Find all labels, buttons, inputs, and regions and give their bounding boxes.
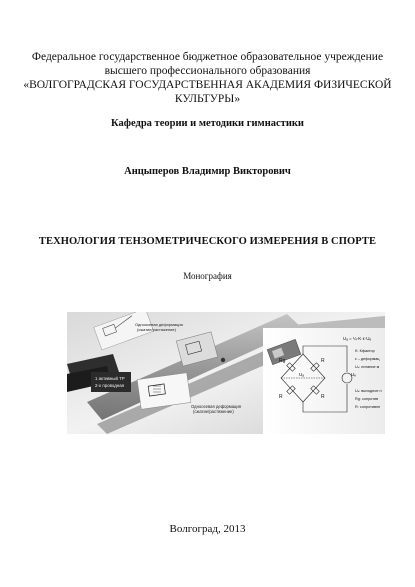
institution-line-4: КУЛЬТУРЫ» bbox=[174, 93, 241, 105]
legend-item-6: R: сопротивле bbox=[355, 405, 381, 409]
label-r2: R bbox=[279, 394, 283, 400]
formula: Uₐ = ¼·K·ε·Uₑ bbox=[343, 336, 372, 341]
label-top: Одноосевая деформация bbox=[135, 322, 183, 327]
label-top-2: (сжатие/растяжение) bbox=[137, 327, 176, 332]
institution-line-3: «ВОЛГОГРАДСКАЯ ГОСУДАРСТВЕННАЯ АКАДЕМИЯ ФИЗИЧЕСКОЙ bbox=[23, 79, 392, 91]
label-bottom-2: (сжатие/растяжение) bbox=[193, 409, 234, 414]
label-bottom-1: Одноосевая деформация bbox=[191, 404, 242, 409]
label-ua: Uₐ bbox=[299, 372, 304, 377]
label-left-2: 2-х проводная bbox=[95, 383, 125, 388]
legend-item-1: K: Кфактор bbox=[355, 349, 375, 353]
legend-item-3: Uₑ: питание м bbox=[355, 365, 380, 369]
genre-label: Монография bbox=[183, 271, 232, 281]
institution-line-2: высшего профессионального образования bbox=[104, 65, 311, 77]
circuit-panel bbox=[263, 328, 385, 434]
legend-item-4: Uₐ: выходное н bbox=[355, 389, 382, 393]
department: Кафедра теории и методики гимнастики bbox=[111, 118, 304, 129]
book-title: ТЕХНОЛОГИЯ ТЕНЗОМЕТРИЧЕСКОГО ИЗМЕРЕНИЯ В СПОРТЕ bbox=[38, 236, 377, 247]
strain-gauge-illustration bbox=[67, 312, 385, 434]
label-box-left bbox=[91, 372, 131, 392]
connector-dot bbox=[221, 358, 225, 362]
label-rg: Rg bbox=[279, 358, 286, 364]
cover-illustration bbox=[67, 312, 385, 434]
institution-line-1: Федеральное государственное бюджетное образовательное учреждение bbox=[31, 51, 384, 63]
institution-block bbox=[0, 50, 415, 106]
label-r3: R bbox=[321, 394, 325, 400]
author: Анцыперов Владимир Викторович bbox=[124, 166, 291, 177]
label-ue: Uₑ bbox=[351, 372, 356, 377]
legend-item-5: Rg: сопротив bbox=[355, 397, 379, 401]
publication-place-year: Волгоград, 2013 bbox=[169, 523, 246, 535]
legend-item-2: ε – деформац bbox=[355, 357, 380, 361]
label-left-1: 1 активный ТР bbox=[95, 376, 125, 381]
label-r1: R bbox=[321, 358, 325, 364]
